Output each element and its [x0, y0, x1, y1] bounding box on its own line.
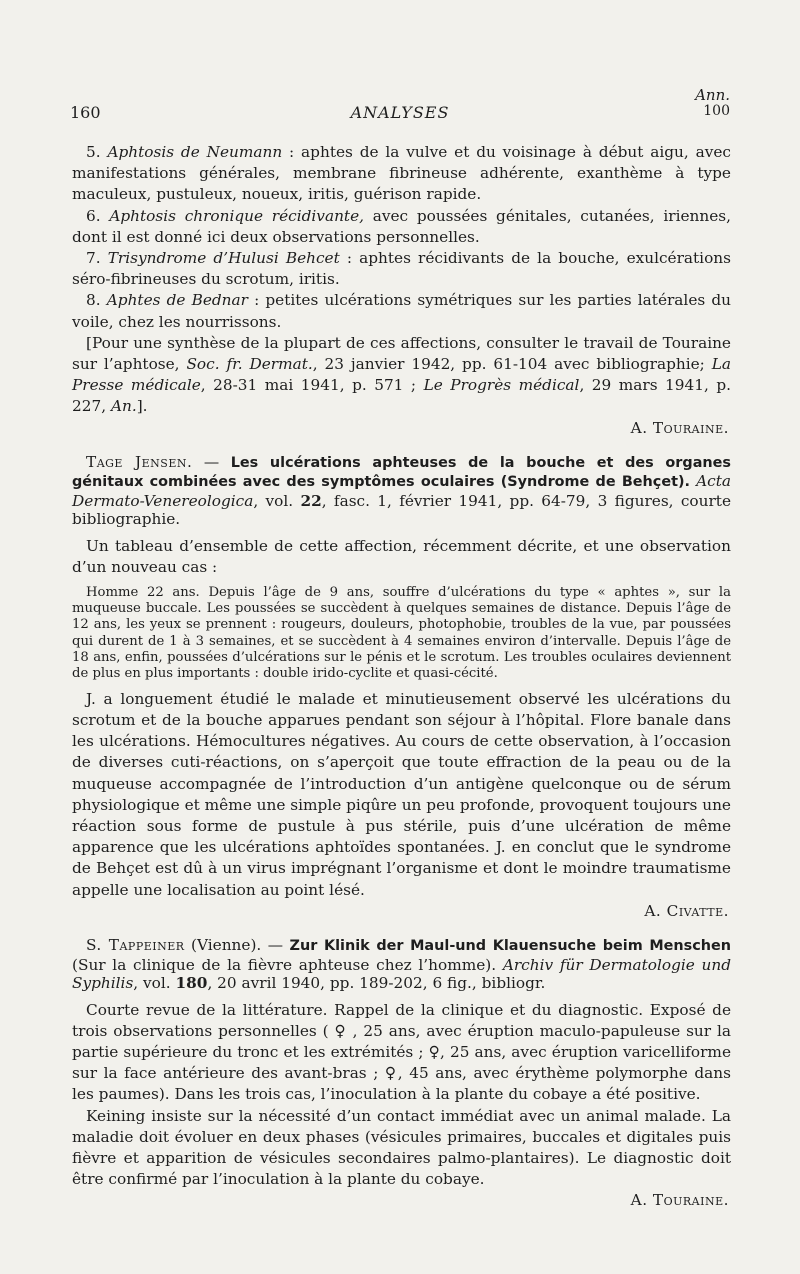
- signature: A. Civatte.: [644, 901, 729, 920]
- review-title: Zur Klinik der Maul-und Klauensuche beim Menschen: [289, 938, 731, 955]
- running-title: ANALYSES: [350, 103, 450, 122]
- page-body: [72, 142, 731, 1212]
- list-item: 7. Trisyndrome d’Hulusi Behcet : aphtes récidivants de la bouche, exulcérations séro-fibrineuses du scrotum, iritis.: [72, 249, 731, 289]
- list-item: 5. Aphtosis de Neumann : aphtes de la vulve et du voisinage à début aigu, avec manifestations générales, membrane fibrineuse adhérente, exanthème à type maculeux, pustuleux, noueux, iritis, guérison rapide.: [72, 143, 731, 204]
- editor-note: [Pour une synthèse de la plupart de ces affections, consulter le travail de Touraine sur l’aphtose, Soc. fr. Dermat., 23 janvier 1942, pp. 61-104 avec bibliographie; La Presse médicale, 28-31 mai 1941, p. 571 ; Le Progrès médical, 29 mars 1941, p. 227, An.].: [72, 333, 731, 416]
- review-paragraph: Courte revue de la littérature. Rappel de la clinique et du diagnostic. Exposé de trois observations personnelles ( ♀ , 25 ans, avec éruption maculo-papuleuse sur la partie supérieure du tronc et les extrémités ; ♀, 25 ans, avec éruption varicelliforme sur la face antérieure des avant-bras ; ♀, 45 ans, avec érythème polymorphe dans les paumes). Dans les trois cas, l’inoculation à la plante du cobaye a été positive.: [72, 1000, 731, 1104]
- review-paragraph: Keining insiste sur la nécessité d’un contact immédiat avec un animal malade. La maladie doit évoluer en deux phases (vésicules primaires, buccales et digitales puis fièvre et apparition de vésicules secondaires palmo-plantaires). Le diagnostic doit être confirmé par l’inoculation à la plante du cobaye.: [72, 1106, 731, 1189]
- header-annotation: Ann.: [695, 86, 730, 104]
- review-author: Tage Jensen.: [86, 452, 193, 471]
- journal-name: Acta Dermato-Venereologica: [72, 472, 731, 510]
- list-item: 6. Aphtosis chronique récidivante, avec poussées génitales, cutanées, iriennes, dont il est donné ici deux observations personnelles.: [72, 206, 731, 246]
- running-head: [70, 103, 730, 125]
- review-paragraph: Un tableau d’ensemble de cette affection, récemment décrite, et une observation d’un nouveau cas :: [72, 536, 731, 577]
- review-author: S. Tappeiner: [86, 936, 185, 955]
- list-item: 8. Aphtes de Bednar : petites ulcérations symétriques sur les parties latérales du voile, chez les nourrissons.: [72, 291, 731, 331]
- volume-number: 100: [703, 103, 730, 119]
- signature: A. Touraine.: [630, 418, 729, 437]
- review-heading: S. Tappeiner (Vienne). — Zur Klinik der Maul-und Klauensuche beim Menschen (Sur la clinique de la fièvre aphteuse chez l’homme). Archiv für Dermatologie und Syphilis, vol. 180, 20 avril 1940, pp. 189-202, 6 fig., bibliogr.: [72, 936, 731, 993]
- review-paragraph: J. a longuement étudié le malade et minutieusement observé les ulcérations du scrotum et de la bouche apparues pendant son séjour à l’hôpital. Flore banale dans les ulcérations. Hémocultures négatives. Au cours de cette observation, à l’occasion de diverses cuti-réactions, on s’aperçoit que toute effraction de la peau ou de la muqueuse accompagnée de l’introduction d’un antigène quelconque ou de sérum physiologique et même une simple piqûre un peu profonde, provoquent toujours une réaction sous forme de pustule à pus stérile, puis d’une ulcération de même apparence que les ulcérations aphtoïdes spontanées. J. en conclut que le syndrome de Behçet est dû à un virus imprégnant l’organisme et dont le moindre traumatisme appelle une localisation au point lésé.: [72, 689, 731, 899]
- signature: A. Touraine.: [630, 1191, 729, 1210]
- page-number: 160: [70, 103, 101, 122]
- case-report: Homme 22 ans. Depuis l’âge de 9 ans, souffre d’ulcérations du type « aphtes », sur la muqueuse buccale. Les poussées se succèdent à quelques semaines de distance. Depuis l’âge de 12 ans, les yeux se prennent : rougeurs, douleurs, photophobie, troubles de la vue, par poussées qui durent de 1 à 3 semaines, et se succèdent à 4 semaines environ d’intervalle. Depuis l’âge de 18 ans, enfin, poussées d’ulcérations sur le pénis et le scrotum. Les troubles oculaires deviennent de plus en plus importants : double irido-cyclite et quasi-cécité.: [72, 585, 731, 681]
- review-title: Les ulcérations aphteuses de la bouche et des organes génitaux combinées avec des symptômes oculaires (Syndrome de Behçet).: [72, 454, 731, 491]
- review-heading: Tage Jensen. — Les ulcérations aphteuses de la bouche et des organes génitaux combinées avec des symptômes oculaires (Syndrome de Behçet). Acta Dermato-Venereologica, vol. 22, fasc. 1, février 1941, pp. 64-79, 3 figures, courte bibliographie.: [72, 452, 732, 529]
- journal-name: Archiv für Dermatologie und Syphilis: [72, 955, 731, 993]
